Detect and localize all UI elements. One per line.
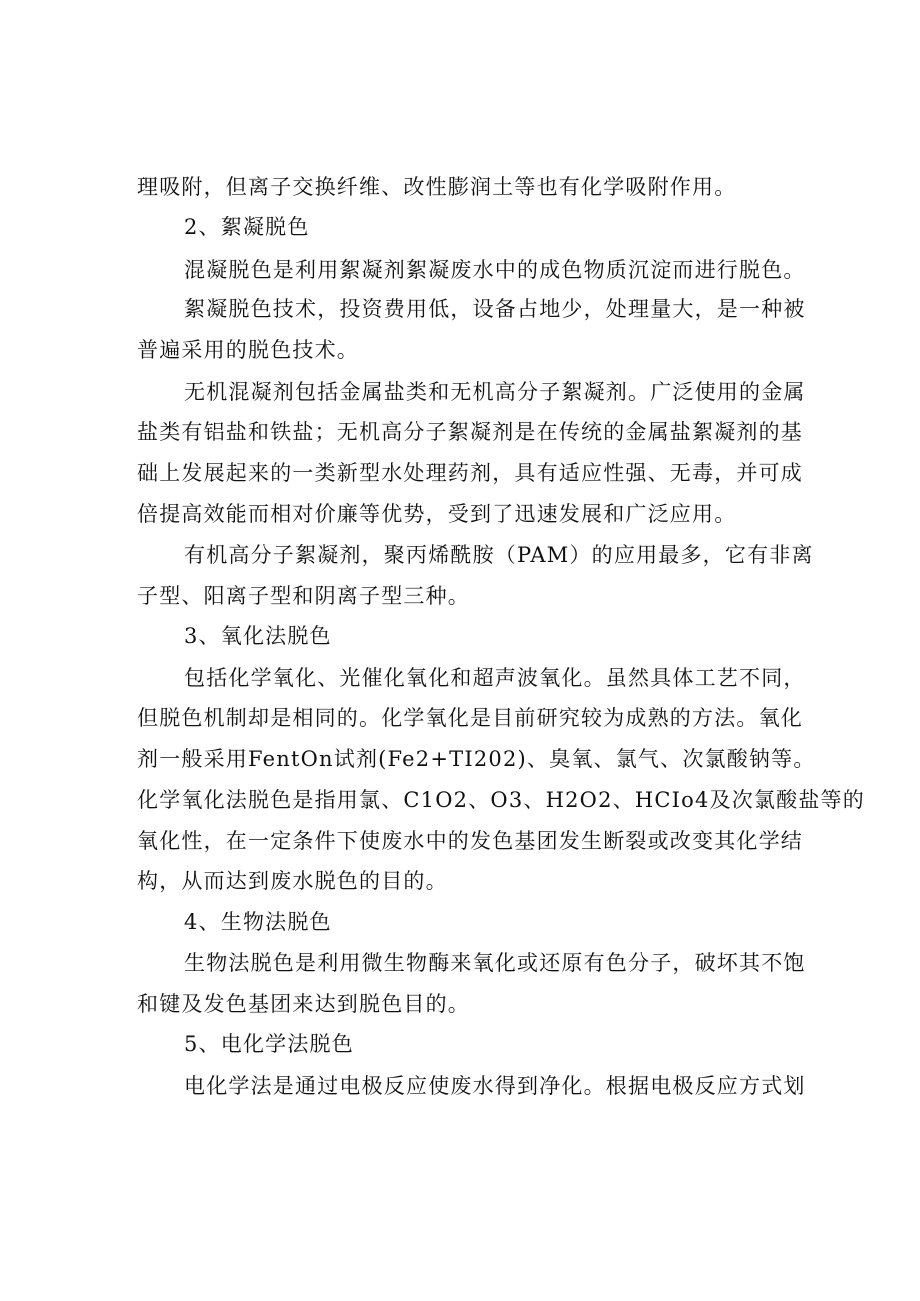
paragraph-line: 生物法脱色是利用微生物酶来氧化或还原有色分子，破坏其不饱: [184, 951, 806, 975]
section-heading-biological: 4、生物法脱色: [184, 910, 332, 934]
paragraph-line: 倍提高效能而相对价廉等优势，受到了迅速发展和广泛应用。: [137, 502, 737, 526]
paragraph-line: 子型、阳离子型和阴离子型三种。: [137, 584, 470, 608]
paragraph-line: 和键及发色基团来达到脱色目的。: [137, 992, 470, 1016]
paragraph-line: 无机混凝剂包括金属盐类和无机高分子絮凝剂。广泛使用的金属: [184, 380, 806, 404]
paragraph-line: 混凝脱色是利用絮凝剂絮凝废水中的成色物质沉淀而进行脱色。: [184, 258, 806, 282]
paragraph-line: 电化学法是通过电极反应使废水得到净化。根据电极反应方式划: [184, 1074, 806, 1098]
paragraph-line: 絮凝脱色技术，投资费用低，设备占地少，处理量大，是一种被: [184, 297, 806, 321]
paragraph-line: 构，从而达到废水脱色的目的。: [137, 869, 448, 893]
section-heading-electrochemical: 5、电化学法脱色: [184, 1032, 354, 1056]
paragraph-line: 础上发展起来的一类新型水处理药剂，具有适应性强、无毒，并可成: [137, 461, 803, 485]
paragraph-line: 化学氧化法脱色是指用氯、C1O2、O3、H2O2、HCIo4及次氯酸盐等的: [137, 788, 865, 812]
paragraph-line: 普遍采用的脱色技术。: [137, 338, 359, 362]
paragraph-line: 理吸附，但离子交换纤维、改性膨润土等也有化学吸附作用。: [137, 175, 737, 199]
paragraph-line: 包括化学氧化、光催化氧化和超声波氧化。虽然具体工艺不同，: [184, 666, 806, 690]
paragraph-line: 氧化性，在一定条件下使废水中的发色基团发生断裂或改变其化学结: [137, 829, 803, 853]
paragraph-line: 但脱色机制却是相同的。化学氧化是目前研究较为成熟的方法。氧化: [137, 706, 803, 730]
paragraph-line: 剂一般采用FentOn试剂(Fe2+TI202)、臭氧、氯气、次氯酸钠等。: [137, 747, 816, 771]
section-heading-flocculation: 2、絮凝脱色: [184, 215, 310, 239]
paragraph-line: 有机高分子絮凝剂，聚丙烯酰胺（PAM）的应用最多，它有非离: [184, 543, 814, 567]
section-heading-oxidation: 3、氧化法脱色: [184, 624, 332, 648]
paragraph-line: 盐类有铝盐和铁盐；无机高分子絮凝剂是在传统的金属盐絮凝剂的基: [137, 420, 803, 444]
